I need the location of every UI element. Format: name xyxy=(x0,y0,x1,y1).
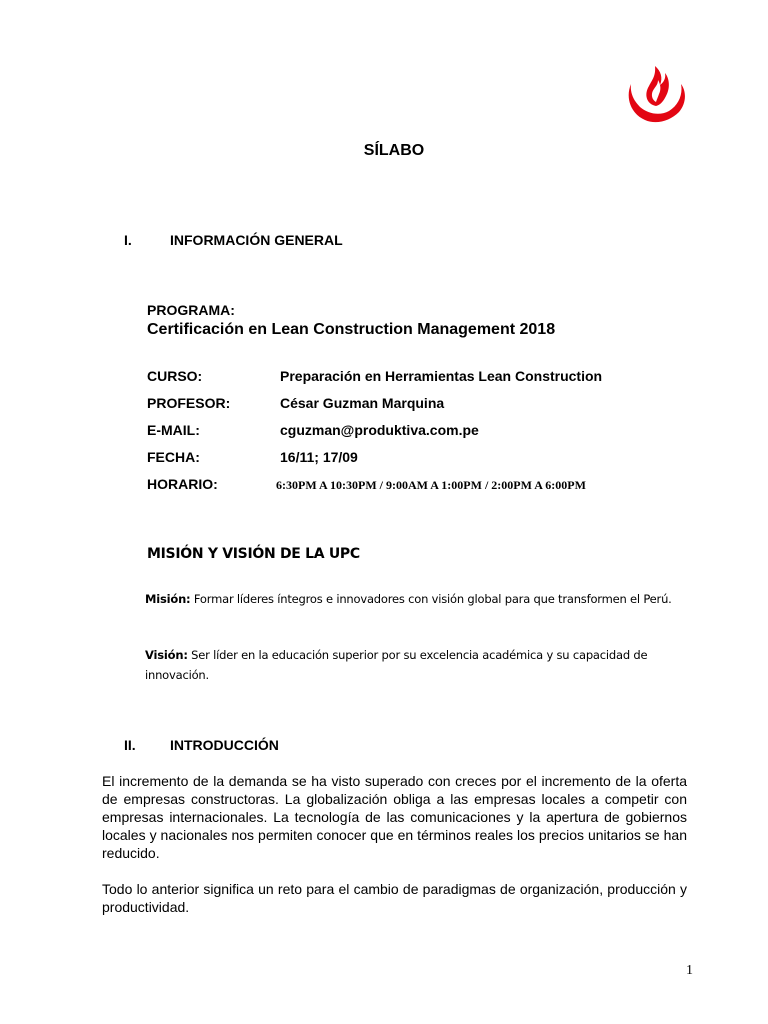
document-title: SÍLABO xyxy=(363,142,425,159)
mission-text: Formar líderes íntegros e innovadores con visión global para que transformen el Perú. xyxy=(190,592,672,606)
email-label: E-MAIL: xyxy=(147,422,200,438)
program-name: Certificación en Lean Construction Management 2018 xyxy=(147,321,556,338)
mission-label: Misión: xyxy=(145,592,191,606)
section-1-title: INFORMACIÓN GENERAL xyxy=(170,232,343,248)
date-label: FECHA: xyxy=(147,449,200,465)
mission-vision-heading: MISIÓN Y VISIÓN DE LA UPC xyxy=(147,546,360,562)
intro-paragraph-2: Todo lo anterior significa un reto para el cambio de paradigmas de organización, producción y productividad. xyxy=(102,881,687,915)
vision-text: Ser líder en la educación superior por su excelencia académica y su capacidad de innovación. xyxy=(145,648,648,682)
upc-flame-logo-icon xyxy=(623,58,689,124)
mission-paragraph xyxy=(145,589,690,609)
professor-label: PROFESOR: xyxy=(147,395,231,411)
intro-paragraph-1: El incremento de la demanda se ha visto superado con creces por el incremento de la oferta de empresas constructoras. La globalización obliga a las empresas locales a competir con empresas internacionales. La tecnología de las comunicaciones y la apertura de gobiernos locales y nacionales nos permiten conocer que en términos reales los precios unitarios se han reducido. xyxy=(102,773,687,861)
professor-value: César Guzman Marquina xyxy=(280,395,445,411)
section-2-number: II. xyxy=(124,737,136,753)
course-value: Preparación en Herramientas Lean Construction xyxy=(280,368,603,384)
vision-label: Visión: xyxy=(145,648,188,662)
date-value: 16/11; 17/09 xyxy=(280,449,358,465)
schedule-value: 6:30PM A 10:30PM / 9:00AM A 1:00PM / 2:00PM A 6:00PM xyxy=(276,478,586,492)
schedule-label: HORARIO: xyxy=(147,476,218,492)
course-label: CURSO: xyxy=(147,368,203,384)
page-number: 1 xyxy=(686,963,693,978)
vision-paragraph xyxy=(145,645,690,685)
program-label: PROGRAMA: xyxy=(147,302,235,318)
email-value: cguzman@produktiva.com.pe xyxy=(280,422,479,438)
section-2-title: INTRODUCCIÓN xyxy=(170,737,279,753)
section-1-number: I. xyxy=(124,232,132,248)
